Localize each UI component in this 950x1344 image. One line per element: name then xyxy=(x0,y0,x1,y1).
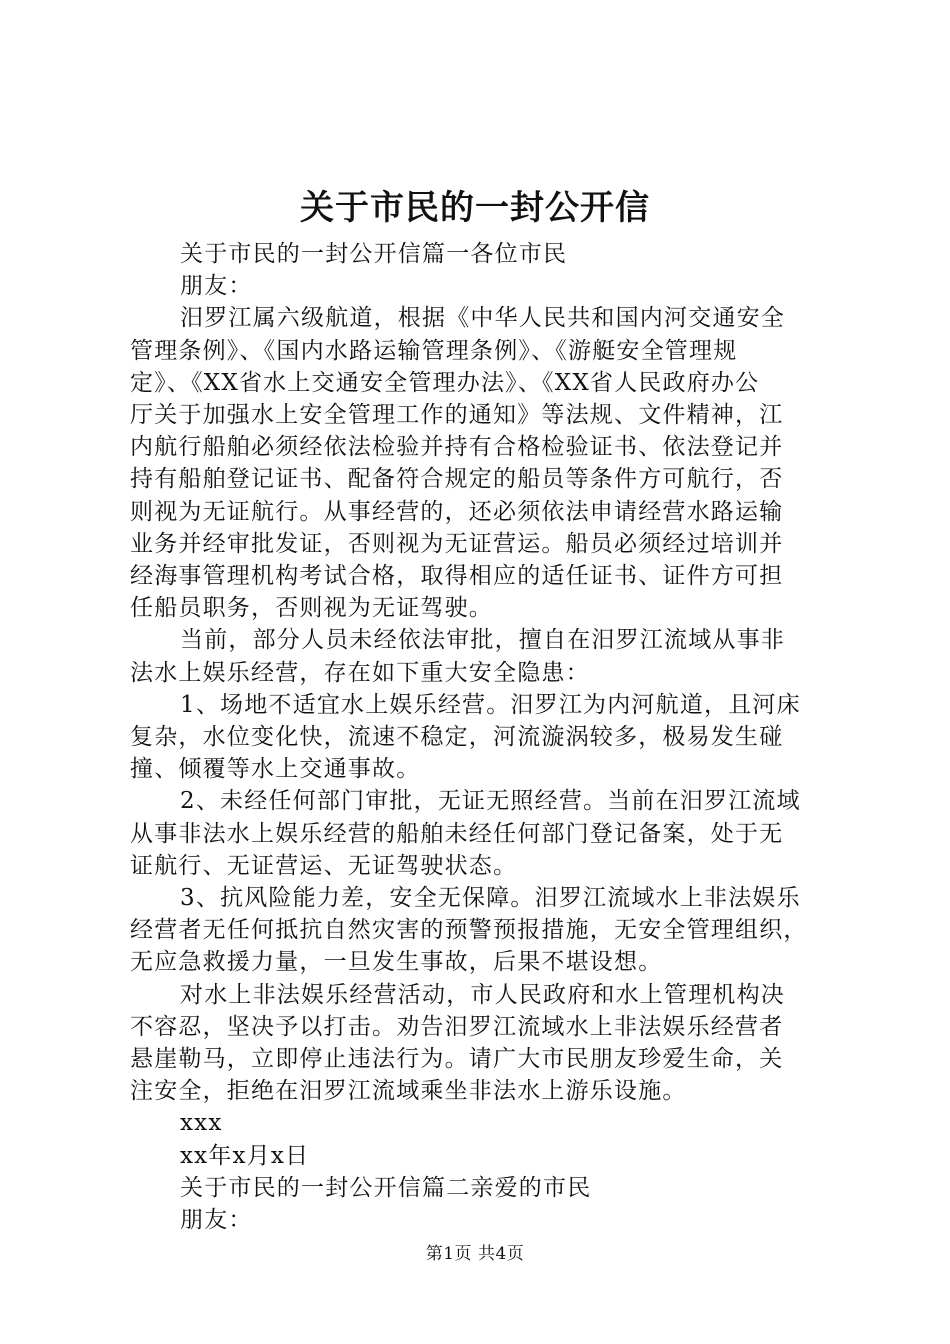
body-line: 对水上非法娱乐经营活动，市人民政府和水上管理机构决 xyxy=(180,981,785,1008)
body-line: 1、场地不适宜水上娱乐经营。汨罗江为内河航道，且河床 xyxy=(180,691,801,718)
body-line: 持有船舶登记证书、配备符合规定的船员等条件方可航行，否 xyxy=(130,466,784,493)
body-line: 证航行、无证营运、无证驾驶状态。 xyxy=(130,852,518,879)
body-line: 法水上娱乐经营，存在如下重大安全隐患： xyxy=(130,659,590,686)
document-body xyxy=(130,238,830,1236)
body-line: 则视为无证航行。从事经营的，还必须依法申请经营水路运输 xyxy=(130,498,784,525)
body-line: 朋友： xyxy=(180,273,253,300)
body-line: 不容忍，坚决予以打击。劝告汨罗江流域水上非法娱乐经营者 xyxy=(130,1013,784,1040)
body-line: 3、抗风险能力差，安全无保障。汨罗江流域水上非法娱乐 xyxy=(180,885,801,912)
body-line: 经海事管理机构考试合格，取得相应的适任证书、证件方可担 xyxy=(130,563,784,590)
page-footer: 第1页 共4页 xyxy=(425,1244,525,1264)
body-line: 汨罗江属六级航道，根据《中华人民共和国内河交通安全 xyxy=(180,305,785,332)
body-line: 注安全，拒绝在汨罗江流域乘坐非法水上游乐设施。 xyxy=(130,1078,687,1105)
body-line: 厅关于加强水上安全管理工作的通知》等法规、文件精神，江 xyxy=(130,402,784,429)
body-line: 当前，部分人员未经依法审批，擅自在汨罗江流域从事非 xyxy=(180,627,785,654)
document-title: 关于市民的一封公开信 xyxy=(300,188,650,228)
body-line: 复杂，水位变化快，流速不稳定，河流漩涡较多，极易发生碰 xyxy=(130,724,784,751)
body-line: 定》、《XX省水上交通安全管理办法》、《XX省人民政府办公 xyxy=(130,369,760,396)
body-line: 管理条例》、《国内水路运输管理条例》、《游艇安全管理规 xyxy=(130,337,738,364)
body-line: 从事非法水上娱乐经营的船舶未经任何部门登记备案，处于无 xyxy=(130,820,784,847)
body-line: 悬崖勒马，立即停止违法行为。请广大市民朋友珍爱生命，关 xyxy=(130,1046,784,1073)
body-line: xxx xyxy=(180,1110,223,1137)
body-line: 关于市民的一封公开信篇一各位市民 xyxy=(180,241,568,267)
body-line: 朋友： xyxy=(180,1207,253,1234)
body-line: 无应急救援力量，一旦发生事故，后果不堪设想。 xyxy=(130,949,663,976)
body-line: xx年x月x日 xyxy=(180,1142,310,1169)
body-line: 经营者无任何抵抗自然灾害的预警预报措施，无安全管理组织， xyxy=(130,917,808,944)
body-line: 关于市民的一封公开信篇二亲爱的市民 xyxy=(180,1174,592,1201)
body-line: 任船员职务，否则视为无证驾驶。 xyxy=(130,595,493,622)
body-line: 业务并经审批发证，否则视为无证营运。船员必须经过培训并 xyxy=(130,530,784,557)
body-line: 内航行船舶必须经依法检验并持有合格检验证书、依法登记并 xyxy=(130,434,784,461)
body-line: 2、未经任何部门审批，无证无照经营。当前在汨罗江流域 xyxy=(180,788,801,815)
body-line: 撞、倾覆等水上交通事故。 xyxy=(130,756,421,783)
